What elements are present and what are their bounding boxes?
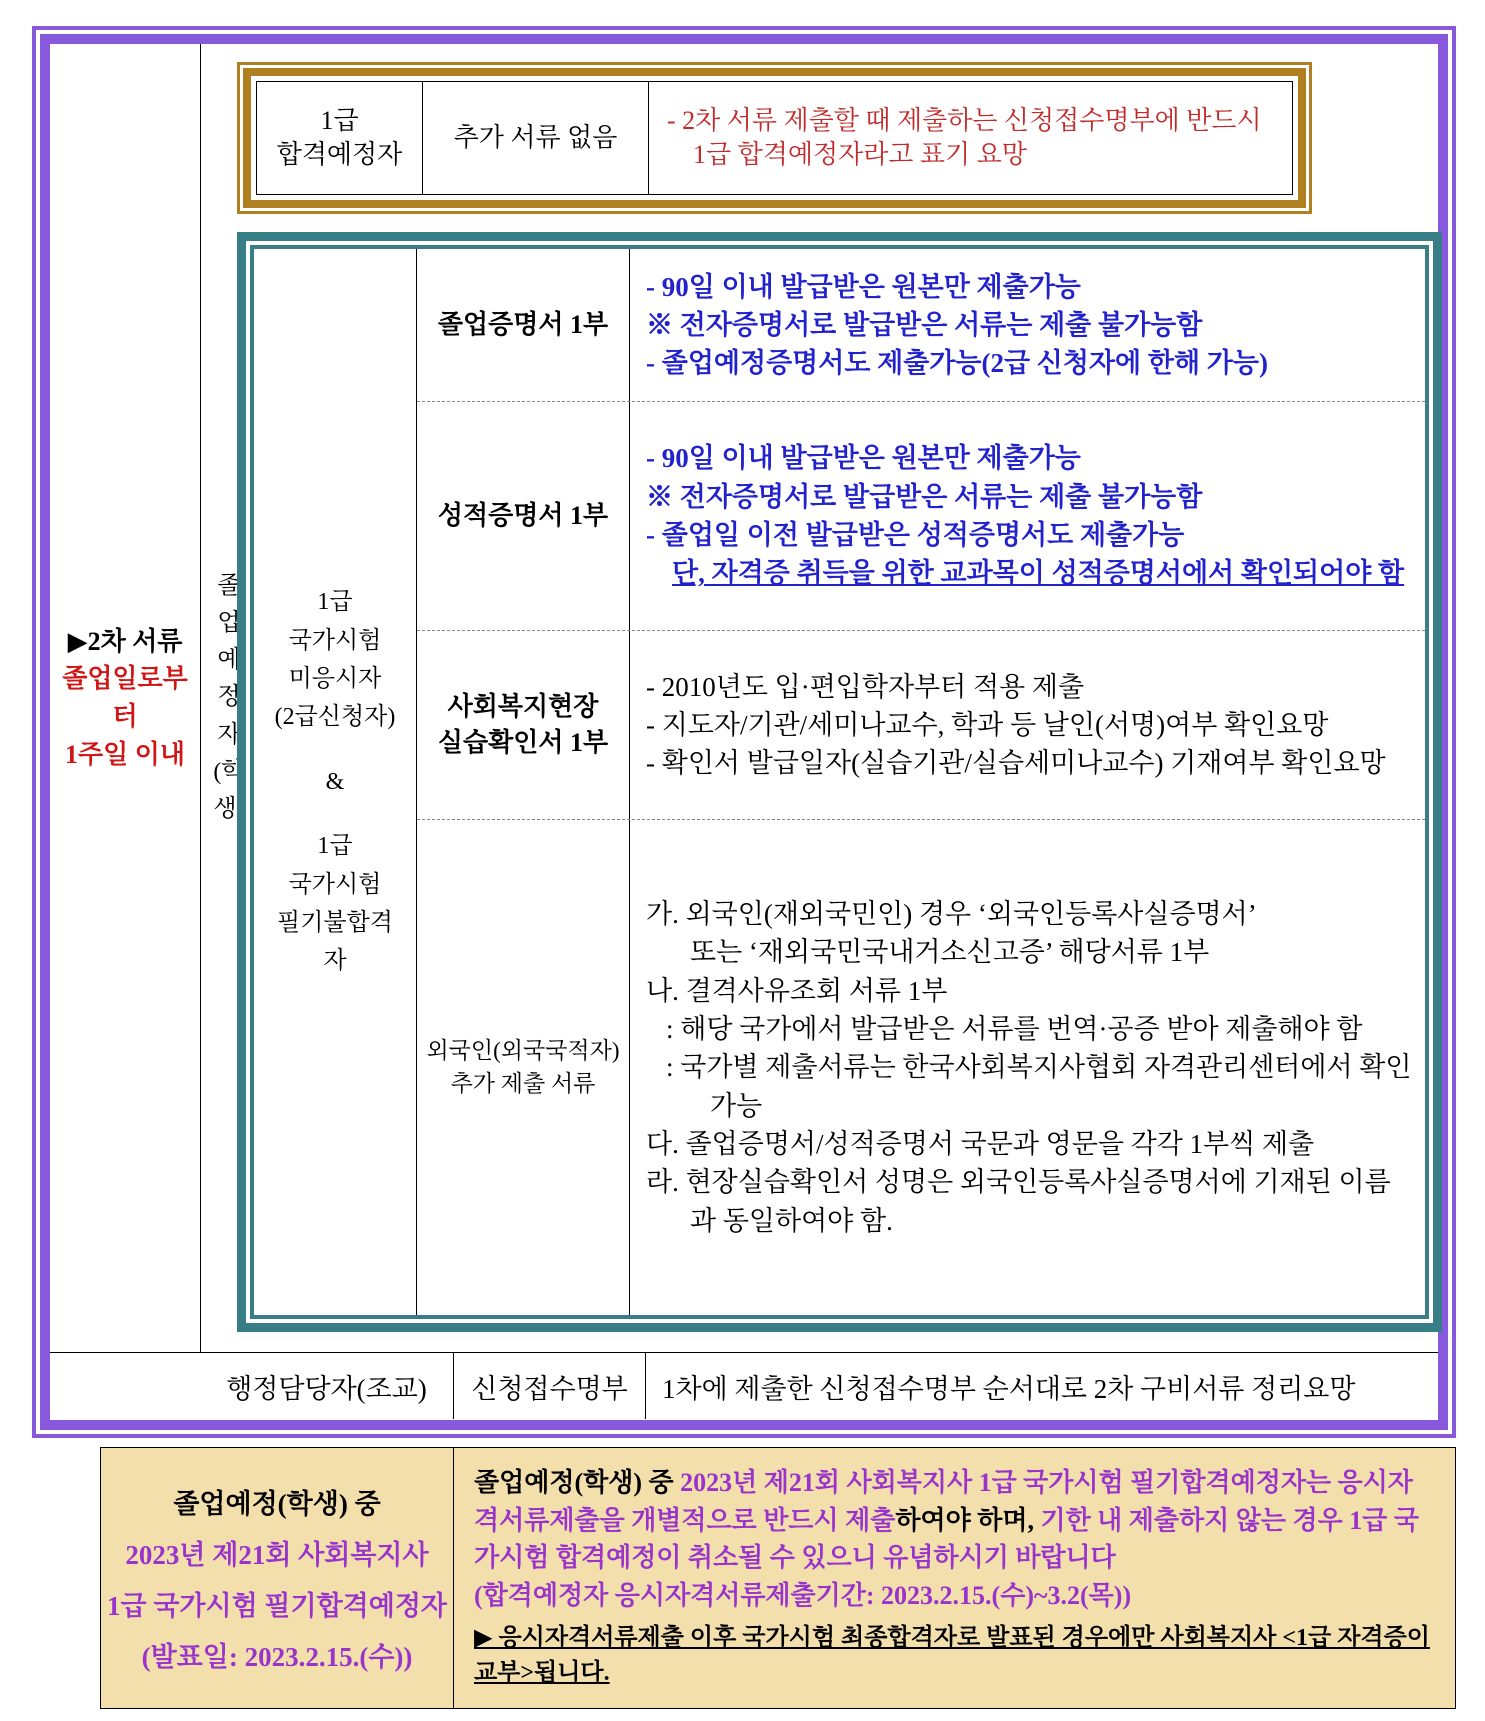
- grad-char: 업: [217, 610, 241, 637]
- notice-right-cell: [454, 1448, 1455, 1708]
- applicant-type-line: 자: [323, 948, 347, 975]
- doc-desc-cell: [630, 249, 1425, 401]
- level1-passer-table: [256, 81, 1293, 195]
- notice-submission-period: (합격예정자 응시자격서류제출기간: 2023.2.15.(수)~3.2(목)): [474, 1581, 1132, 1611]
- applicant-type-line: 국가시험: [288, 871, 382, 898]
- desc-line: : 해당 국가에서 발급받은 서류를 번역·공증 받아 제출해야 함: [666, 1014, 1363, 1044]
- desc-line: 라. 현장실습확인서 성명은 외국인등록사실증명서에 기재된 이름과 동일하여야 함.: [646, 1167, 1391, 1236]
- application-roster-cell: [453, 1353, 645, 1419]
- deadline-title: ▶2차 서류: [67, 626, 183, 656]
- doc-name-cell: [417, 402, 630, 630]
- level1-note-cell: [649, 82, 1292, 194]
- row-practicum-confirmation: [417, 631, 1425, 819]
- desc-line: 또는 ‘재외국민국내거소신고증’ 해당서류 1부: [690, 937, 1210, 968]
- row-foreigner-documents: [417, 820, 1425, 1315]
- doc-desc-cell: [630, 402, 1425, 630]
- notice-left-cell: [101, 1448, 454, 1708]
- notice-seg-black: 하여야 하며,: [895, 1505, 1041, 1535]
- notice-left-line3: 1급 국가시험 필기합격예정자: [107, 1591, 447, 1621]
- desc-line: - 졸업예정증명서도 제출가능(2급 신청자에 한해 가능): [646, 348, 1268, 379]
- desc-line: ※ 전자증명서로 발급받은 서류는 제출 불가능함: [646, 481, 1203, 512]
- desc-underlined-note: 단, 자격증 취득을 위한 교과목이 성적증명서에서 확인되어야 함: [672, 558, 1405, 589]
- level1-note-line2: 1급 합격예정자라고 표기 요망: [693, 140, 1027, 169]
- row-graduation-certificate: [417, 249, 1425, 401]
- document-rows: [417, 249, 1425, 1315]
- row-transcript: [417, 402, 1425, 630]
- doc-name-line1: 외국인(외국국적자): [426, 1038, 620, 1064]
- doc-name-line2: 추가 제출 서류: [450, 1070, 596, 1096]
- notice-section: [100, 1447, 1456, 1709]
- grad-char: 자: [217, 721, 241, 748]
- applicant-type-line: 필기불합격: [277, 909, 393, 936]
- doc-name: 졸업증명서 1부: [437, 309, 609, 339]
- notice-seg-magenta: 2023년 제21회 사회복지사 1급 국가시험 필기합격예정자는 응시자격서류제출을 개별적으로 반드시 제출: [474, 1468, 1413, 1535]
- no-extra-docs-label: 추가 서류 없음: [453, 123, 618, 153]
- doc-desc-cell: [630, 631, 1425, 819]
- grad-char: 생): [213, 795, 245, 822]
- applicant-type-column: [254, 249, 417, 1315]
- applicant-type-line: 미응시자: [288, 666, 382, 693]
- deadline-line2: 1주일 이내: [65, 739, 185, 769]
- doc-name-cell: [417, 820, 630, 1315]
- applicant-type-line: 국가시험: [288, 627, 382, 654]
- applicant-type-line: (2급신청자): [274, 704, 396, 731]
- desc-line: ※ 전자증명서로 발급받은 서류는 제출 불가능함: [646, 309, 1203, 340]
- notice-left-line1: 졸업예정(학생) 중: [173, 1489, 381, 1519]
- desc-line: - 확인서 발급일자(실습기관/실습세미나교수) 기재여부 확인요망: [646, 748, 1386, 779]
- desc-line: - 90일 이내 발급받은 원본만 제출가능: [646, 443, 1081, 474]
- grad-char: 졸: [217, 572, 241, 599]
- desc-line: - 졸업일 이전 발급받은 성적증명서도 제출가능: [646, 520, 1185, 550]
- doc-name-line2: 실습확인서 1부: [437, 728, 609, 757]
- doc-name: 성적증명서 1부: [437, 500, 609, 530]
- desc-line: : 국가별 제출서류는 한국사회복지사협회 자격관리센터에서 확인가능: [666, 1052, 1412, 1121]
- desc-line: 가. 외국인(재외국민인) 경우 ‘외국인등록사실증명서’: [646, 899, 1257, 930]
- document-requirements-box: [237, 232, 1442, 1332]
- deadline-line1: 졸업일로부터: [62, 664, 188, 731]
- desc-line: 다. 졸업증명서/성적증명서 국문과 영문을 각각 1부씩 제출: [646, 1128, 1315, 1159]
- notice-seg-magenta: 기한 내 제출하지 않는 경우 1급 국가시험 합격예정이 취소될 수 있으니 유념하시기 바랍니다: [474, 1505, 1419, 1573]
- notice-seg-black: 졸업예정(학생) 중: [474, 1468, 681, 1497]
- document-requirements-table: [254, 249, 1425, 1315]
- doc-name-cell: [417, 631, 630, 819]
- desc-line: - 지도자/기관/세미나교수, 학과 등 날인(서명)여부 확인요망: [646, 709, 1329, 740]
- grad-char: 예: [217, 647, 241, 674]
- application-roster-label: 신청접수명부: [471, 1373, 628, 1404]
- doc-desc-cell: [630, 820, 1425, 1315]
- applicant-type-line: 1급: [317, 833, 353, 860]
- document-requirements-frame: [250, 245, 1429, 1319]
- doc-name-cell: [417, 249, 630, 401]
- level1-passer-box: [237, 62, 1312, 214]
- notice-left-line2: 2023년 제21회 사회복지사: [125, 1540, 429, 1570]
- notice-final-warning: ▶ 응시자격서류제출 이후 국가시험 최종합격자로 발표된 경우에만 사회복지사 <1급 자격증이 교부>됩니다.: [474, 1624, 1430, 1686]
- admin-staff-label: 행정담당자(조교): [226, 1373, 427, 1404]
- grad-char: 정: [217, 684, 241, 711]
- level1-note-line1: - 2차 서류 제출할 때 제출하는 신청접수명부에 반드시: [667, 106, 1262, 136]
- notice-left-line4: (발표일: 2023.2.15.(수)): [141, 1642, 413, 1672]
- ampersand: &: [325, 768, 345, 795]
- doc-name-line1: 사회복지현장: [447, 691, 599, 721]
- no-extra-docs-cell: [423, 82, 649, 194]
- applicant-type-line: 1급: [317, 589, 353, 616]
- admin-staff-cell: [200, 1353, 453, 1419]
- deadline-column: [50, 44, 200, 1352]
- roster-instruction-text: 1차에 제출한 신청접수명부 순서대로 2차 구비서류 정리요망: [662, 1373, 1356, 1404]
- desc-line: - 90일 이내 발급받은 원본만 제출가능: [646, 271, 1081, 302]
- level1-label-line1: 1급: [320, 106, 359, 136]
- roster-instruction-cell: [645, 1353, 1438, 1419]
- desc-line: - 2010년도 입·편입학자부터 적용 제출: [646, 671, 1085, 702]
- level1-label-line2: 합격예정자: [276, 140, 403, 169]
- grad-char: (학: [213, 758, 245, 785]
- desc-line: 나. 결격사유조회 서류 1부: [646, 975, 948, 1006]
- notice-paragraph: [474, 1464, 1435, 1577]
- level1-passer-box-frame: [243, 68, 1306, 208]
- level1-passer-cell: [257, 82, 423, 194]
